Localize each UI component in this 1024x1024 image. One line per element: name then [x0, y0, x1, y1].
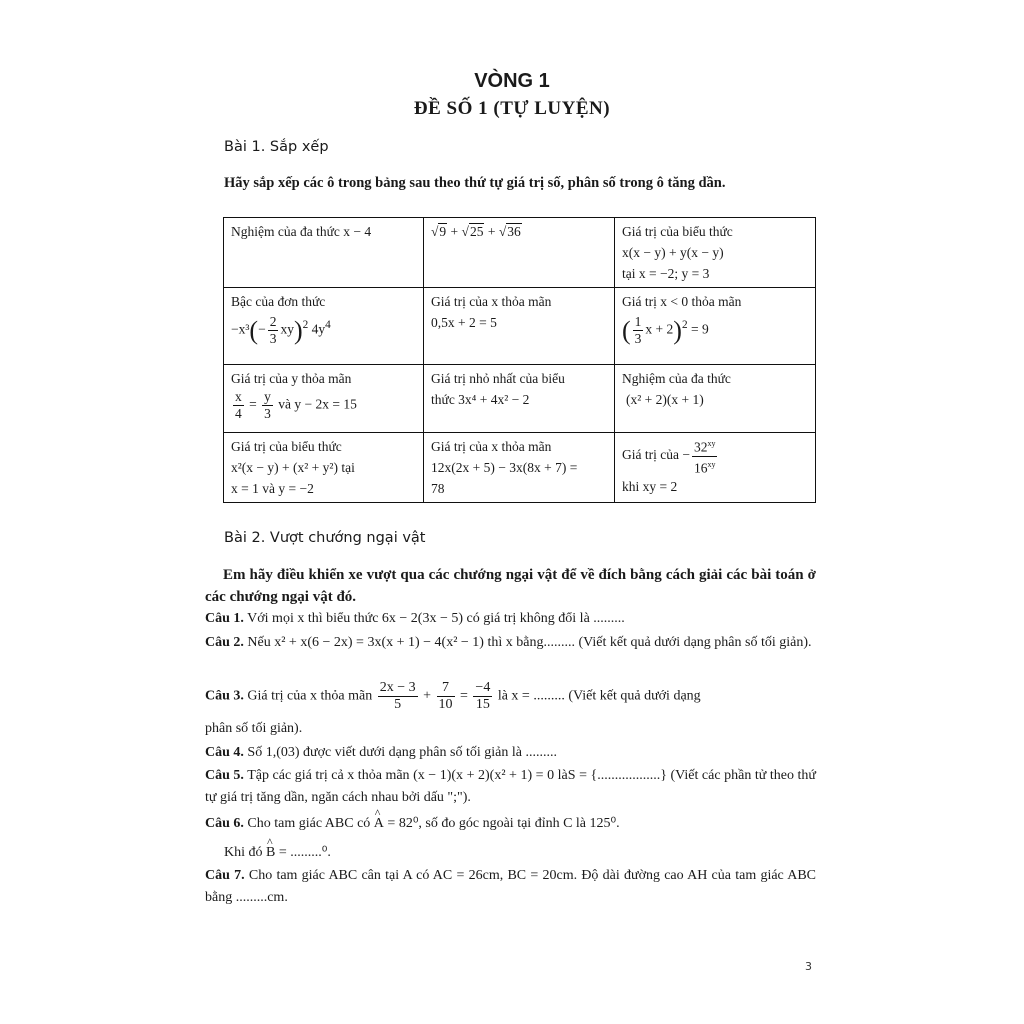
question-3-tail: phân số tối giản). — [205, 721, 303, 736]
bai2-heading: Bài 2. Vượt chướng ngại vật — [224, 530, 426, 546]
question-7: Câu 7. Cho tam giác ABC cân tại A có AC = 26cm, BC = 20cm. Độ dài đường cao AH của tam giác ABC bằng .........cm. — [205, 868, 817, 905]
bai1-heading: Bài 1. Sắp xếp — [224, 139, 329, 155]
question-6-line2: Khi đó ^ B = .........⁰. — [224, 842, 816, 864]
bai1-instruction: Hãy sắp xếp các ô trong bảng sau theo thứ tự giá trị số, phân số trong ô tăng dần. — [224, 175, 726, 191]
cell-r1c2: √9 + √25 + √36 — [424, 218, 615, 288]
question-5: Câu 5. Tập các giá trị cả x thỏa mãn (x − 1)(x + 2)(x² + 1) = 0 làS = {..................} (Viết các phần tử theo thứ tự giá trị tăng dần, ngăn cách nhau bởi dấu ";"). — [205, 768, 816, 805]
page-number: 3 — [805, 960, 812, 973]
question-2: Câu 2. Nếu x² + x(6 − 2x) = 3x(x + 1) − 4(x² − 1) thì x bằng......... (Viết kết quả dưới dạng phân số tối giản). — [205, 635, 812, 650]
cell-r2c2: Giá trị của x thỏa mãn 0,5x + 2 = 5 — [424, 288, 615, 365]
cell-r4c3: Giá trị của − $\frac{32^{xy}}{16^{xy}}$ khi xy = 2 — [615, 433, 816, 503]
cell-r3c1: Giá trị của y thỏa mãn $\frac{x}{4}$ = $\frac{y}{3}$ và y − 2x = 15 — [224, 365, 424, 433]
question-6: Câu 6. Cho tam giác ABC có ^ A = 82⁰, số đo góc ngoài tại đỉnh C là 125⁰. — [205, 813, 816, 835]
cell-r2c3: Giá trị x < 0 thỏa mãn ( $\frac{1}{3}$ x + 2)$^2$ = 9 — [615, 288, 816, 365]
round-title: VÒNG 1 — [474, 70, 550, 92]
cell-r1c1: Nghiệm của đa thức x − 4 — [224, 218, 424, 288]
bai2-intro: Em hãy điều khiển xe vượt qua các chướng ngại vật để về đích bằng cách giải các bài toán ở các chướng ngại vật đó. — [205, 567, 816, 605]
question-3: Câu 3. Giá trị của x thỏa mãn $\frac{2x - 3}{5}$ + $\frac{7}{10}$ = $\frac{-4}{15}$ là x = ......... (Viết kết quả dưới dạng — [205, 680, 701, 712]
question-1: Câu 1. Với mọi x thì biểu thức 6x − 2(3x − 5) có giá trị không đổi là ......... — [205, 611, 625, 626]
cell-r3c3: Nghiệm của đa thức (x² + 2)(x + 1) — [615, 365, 816, 433]
cell-r3c2: Giá trị nhỏ nhất của biểu thức 3x⁴ + 4x² − 2 — [424, 365, 615, 433]
sort-table — [223, 217, 816, 503]
cell-r4c1: Giá trị của biểu thức x²(x − y) + (x² + y²) tại x = 1 và y = −2 — [224, 433, 424, 503]
question-4: Câu 4. Số 1,(03) được viết dưới dạng phân số tối giản là ......... — [205, 745, 557, 760]
cell-r2c1: Bậc của đơn thức −x³(− $\frac{2}{3}$ xy)$^2$ $4y^4$ — [224, 288, 424, 365]
cell-r1c3: Giá trị của biểu thức x(x − y) + y(x − y) tại x = −2; y = 3 — [615, 218, 816, 288]
cell-r4c2: Giá trị của x thỏa mãn 12x(2x + 5) − 3x(8x + 7) = 78 — [424, 433, 615, 503]
exam-title: ĐỀ SỐ 1 (TỰ LUYỆN) — [413, 98, 611, 119]
